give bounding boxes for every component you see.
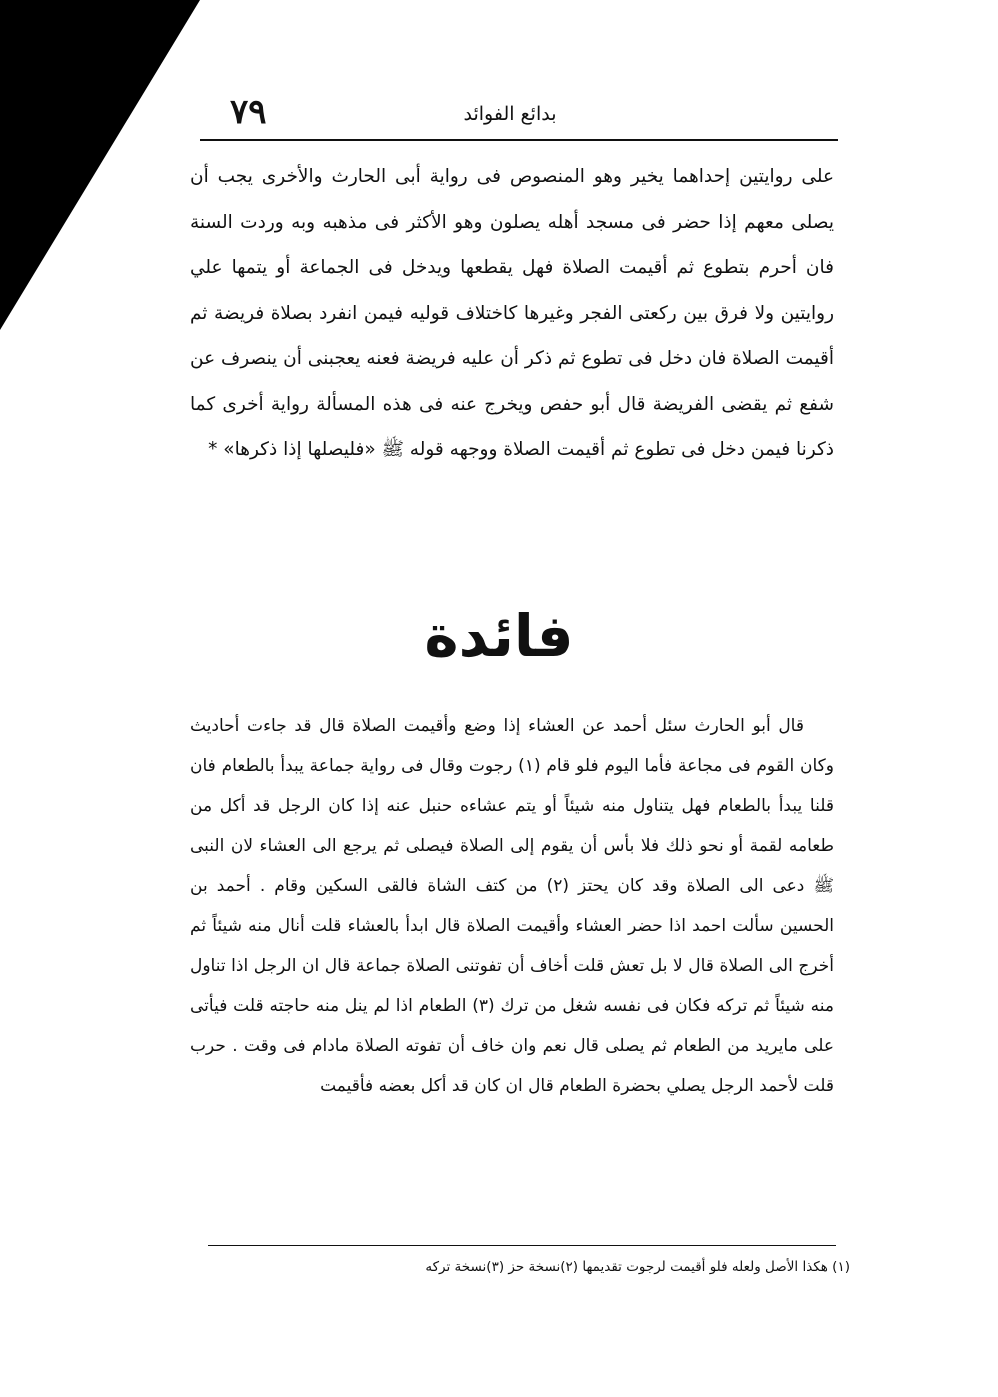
body-paragraph-2: قال أبو الحارث سئل أحمد عن العشاء إذا وضع وأقيمت الصلاة قال قد جاءت أحاديث وكان القوم فى مجاعة فأما اليوم فلو قام (١) رجوت وقال فى رواية جماعة يبدأ بالطعام فان قلنا يبدأ بالطعام فهل يتناول منه شيئاً أو يتم عشاءه حنبل عنه إذا كان الرجل قد أكل من طعامه لقمة أو نحو ذلك فلا بأس أن يقوم إلى الصلاة فيصلى ثم يرجع الى العشاء لان النبى ﷺ دعى الى الصلاة وقد كان يحتز (٢) من كتف الشاة فالقى السكين وقام . أحمد بن الحسين سألت احمد اذا حضر العشاء وأقيمت الصلاة قال ابدأ بالعشاء قلت أنال منه شيئاً ثم أخرج الى الصلاة قال لا بل تعش قلت أخاف أن تفوتنى الصلاة جماعة قال ان الرجل اذا تناول منه شيئاً ثم تركه فكان فى نفسه شغل من ترك (٣) الطعام اذا لم ينل منه حاجته قلت فيأتى على مايريد من الطعام ثم يصلى قال نعم وان خاف أن تفوته الصلاة مادام فى وقت . حرب قلت لأحمد الرجل يصلي بحضرة الطعام قال ان كان قد أكل بعضه فأقيمت (190, 716, 834, 1096)
footnote-rule (208, 1245, 836, 1246)
body-paragraph-1: على روايتين إحداهما يخير وهو المنصوص فى رواية أبى الحارث والأخرى يجب أن يصلى معهم إذا حضر فى مسجد أهله يصلون وهو الأكثر فى مذهبه وبه وردت السنة فان أحرم بتطوع ثم أقيمت الصلاة فهل يقطعها ويدخل فى الجماعة أو يتمها علي روايتين ولا فرق بين ركعتى الفجر وغيرها كاختلاف قوليه فيمن انفرد بصلاة فريضة ثم أقيمت الصلاة فان دخل فى تطوع ثم ذكر أن عليه فريضة فعنه يعجبنى أن ينصرف عن شفع ثم يقضى الفريضة قال أبو حفص ويخرج عنه فى هذه المسألة رواية أخرى كما ذكرنا فيمن دخل فى تطوع ثم أقيمت الصلاة ووجهه قوله ﷺ «فليصلها إذا ذكرها» * (190, 166, 834, 460)
running-title: بدائع الفوائد (463, 103, 557, 125)
page-header (185, 92, 835, 136)
header-rule (200, 139, 838, 141)
page-number: ٧٩ (230, 92, 267, 132)
section-heading: فائدة (424, 602, 574, 670)
footnotes: (١) هكذا الأصل ولعله فلو أقيمت لرجوت تقديمها (٢)نسخة حز (٣)نسخة تركه (425, 1259, 850, 1275)
corner-black-triangle (0, 0, 200, 330)
